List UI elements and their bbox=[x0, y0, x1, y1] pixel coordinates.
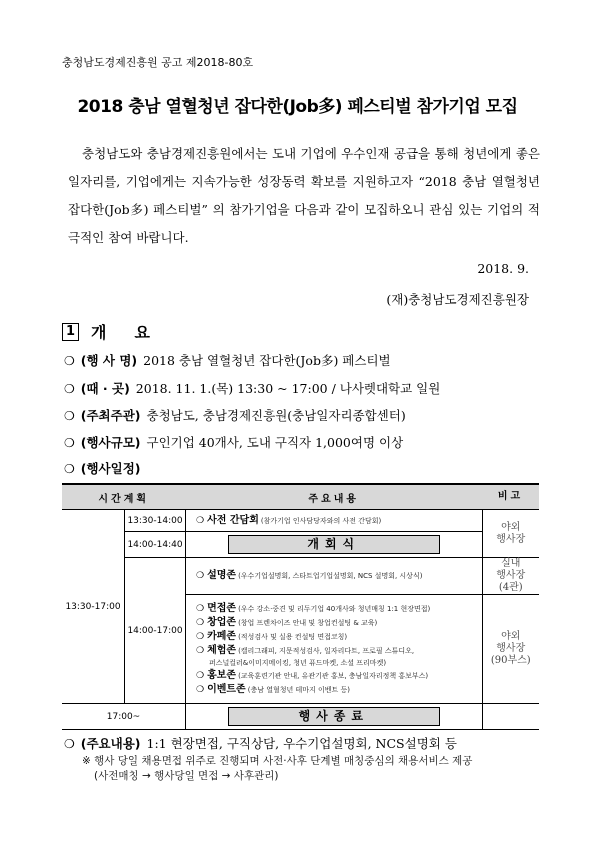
schedule-note: 실내 행사장 (4관) bbox=[482, 558, 539, 595]
bullet-icon: ❍ bbox=[64, 737, 75, 751]
schedule-note bbox=[482, 704, 539, 730]
schedule-note: 야외 행사장 (90부스) bbox=[482, 595, 539, 704]
overview-key: (주최주관) bbox=[80, 408, 141, 423]
schedule-content bbox=[186, 532, 483, 558]
list-item bbox=[186, 602, 482, 616]
schedule-header-note: 비고 bbox=[482, 484, 539, 510]
bullet-icon: ❍ bbox=[196, 670, 205, 681]
section-heading bbox=[62, 320, 178, 343]
overview-scale bbox=[64, 433, 403, 451]
schedule-main-time: 13:30-17:00 bbox=[62, 510, 125, 704]
bullet-icon: ❍ bbox=[64, 436, 75, 450]
overview-value: 충청남도, 충남경제진흥원(충남일자리종합센터) bbox=[146, 408, 406, 423]
bullet-icon: ❍ bbox=[196, 617, 205, 628]
bullet-icon: ❍ bbox=[64, 462, 75, 476]
schedule-content bbox=[186, 558, 483, 595]
overview-key: (행사규모) bbox=[80, 435, 141, 450]
footnote bbox=[82, 754, 472, 784]
overview-value: 구인기업 40개사, 도내 구직자 1,000여명 이상 bbox=[146, 435, 404, 450]
overview-key: (때 · 곳) bbox=[80, 381, 130, 396]
main-content-key: (주요내용) bbox=[80, 736, 141, 751]
footnote-mark: ※ bbox=[82, 755, 91, 767]
schedule-time: 13:30-14:00 bbox=[125, 510, 186, 532]
section-number: 1 bbox=[62, 323, 79, 341]
overview-key: (행사일정) bbox=[80, 461, 141, 476]
schedule-table bbox=[62, 483, 539, 730]
list-item bbox=[186, 630, 482, 644]
overview-time-place bbox=[64, 379, 440, 397]
list-item bbox=[186, 644, 482, 658]
bullet-icon: ❍ bbox=[196, 631, 205, 642]
bullet-icon: ❍ bbox=[196, 515, 205, 526]
schedule-time: 14:00-17:00 bbox=[125, 558, 186, 704]
zone-desc: (교육훈련기관 안내, 유관기관 홍보, 충남일자리정책 홍보부스) bbox=[238, 671, 429, 680]
notice-date: 2018. 9. bbox=[477, 261, 529, 276]
bullet-icon: ❍ bbox=[196, 684, 205, 695]
zone-name: 창업존 bbox=[207, 616, 237, 628]
overview-value: 2018. 11. 1.(목) 13:30 ~ 17:00 / 나사렛대학교 일원 bbox=[135, 381, 441, 396]
zone-desc: (창업 프렌차이즈 안내 및 창업컨설팅 & 교육) bbox=[238, 618, 378, 627]
zone-name: 설명존 bbox=[207, 570, 237, 581]
footnote-line1 bbox=[82, 754, 472, 769]
list-item bbox=[186, 669, 482, 683]
schedule-content bbox=[186, 510, 483, 532]
section-label: 개요 bbox=[91, 323, 178, 342]
overview-schedule bbox=[64, 459, 147, 477]
schedule-content bbox=[186, 595, 483, 704]
overview-organizer bbox=[64, 406, 406, 424]
bullet-icon: ❍ bbox=[64, 382, 75, 396]
zone-desc: (우수 강소·중견 및 리두기업 40개사와 청년매칭 1:1 현장면접) bbox=[238, 604, 431, 613]
overview-event-name bbox=[64, 351, 391, 369]
schedule-header-content: 주요내용 bbox=[186, 484, 483, 510]
footnote-text: 행사 당일 채용면접 위주로 진행되며 사전·사후 단계별 매칭중심의 채용서비스 제공 bbox=[94, 755, 473, 767]
notice-number: 충청남도경제진흥원 공고 제2018-80호 bbox=[62, 56, 254, 69]
footnote-line2: (사전매칭 → 행사당일 면접 → 사후관리) bbox=[94, 770, 279, 782]
closing-label: 행사종료 bbox=[228, 707, 440, 726]
zone-desc: (적성검사 및 실용 컨설팅 면접코칭) bbox=[238, 632, 348, 641]
intro-paragraph: 충청남도와 충남경제진흥원에서는 도내 기업에 우수인재 공급을 통해 청년에게 좋은 일자리를, 기업에게는 지속가능한 성장동력 확보를 지원하고자 “2018 충남 열혈청년 잡다한(Job多) 페스티벌” 의 참가기업을 다음과 같이 모집하오니 관심 있는 기업의 적극적인 참여 바랍니다. bbox=[68, 146, 540, 245]
list-item bbox=[186, 514, 482, 528]
schedule-note: 야외 행사장 bbox=[482, 510, 539, 558]
document-title: 2018 충남 열혈청년 잡다한(Job多) 페스티벌 참가기업 모집 bbox=[77, 97, 518, 117]
zone-name: 체험존 bbox=[207, 644, 237, 656]
zone-name: 홍보존 bbox=[207, 669, 237, 681]
bullet-icon: ❍ bbox=[64, 409, 75, 423]
list-item bbox=[186, 683, 482, 697]
zone-name: 면접존 bbox=[207, 602, 237, 614]
schedule-content bbox=[186, 704, 483, 730]
zone-desc: (우수기업설명회, 스타트업기업설명회, NCS 설명회, 시상식) bbox=[238, 572, 423, 580]
zone-desc: (캘리그래피, 지문적성검사, 일자리다트, 프로필 스튜디오, bbox=[238, 646, 415, 655]
zone-name: 카페존 bbox=[207, 630, 237, 642]
main-content-bullet bbox=[64, 734, 457, 752]
list-item bbox=[186, 569, 482, 583]
schedule-header-time: 시간계획 bbox=[62, 484, 186, 510]
overview-value: 2018 충남 열혈청년 잡다한(Job多) 페스티벌 bbox=[143, 353, 391, 368]
bullet-icon: ❍ bbox=[196, 645, 205, 656]
zone-desc-continued: 퍼스널컬러&이미지메이킹, 청년 퓨드마켓, 소셜 프리마켓) bbox=[209, 658, 387, 667]
bullet-icon: ❍ bbox=[196, 571, 205, 581]
zone-name: 이벤트존 bbox=[207, 683, 246, 695]
schedule-end-time: 17:00~ bbox=[62, 704, 186, 730]
zone-desc: (참가기업 인사담당자와의 사전 간담회) bbox=[260, 516, 382, 525]
list-item bbox=[186, 616, 482, 630]
opening-ceremony-label: 개회식 bbox=[228, 535, 440, 554]
overview-key: (행 사 명) bbox=[80, 353, 138, 368]
bullet-icon: ❍ bbox=[64, 354, 75, 368]
zone-name: 사전 간담회 bbox=[207, 514, 259, 526]
zone-desc: (충남 열혈청년 테마지 이벤트 등) bbox=[247, 685, 350, 694]
main-content-value: 1:1 현장면접, 구직상담, 우수기업설명회, NCS설명회 등 bbox=[146, 736, 457, 751]
issuing-organization: (재)충청남도경제진흥원장 bbox=[386, 292, 529, 307]
bullet-icon: ❍ bbox=[196, 603, 205, 614]
schedule-time: 14:00-14:40 bbox=[125, 532, 186, 558]
